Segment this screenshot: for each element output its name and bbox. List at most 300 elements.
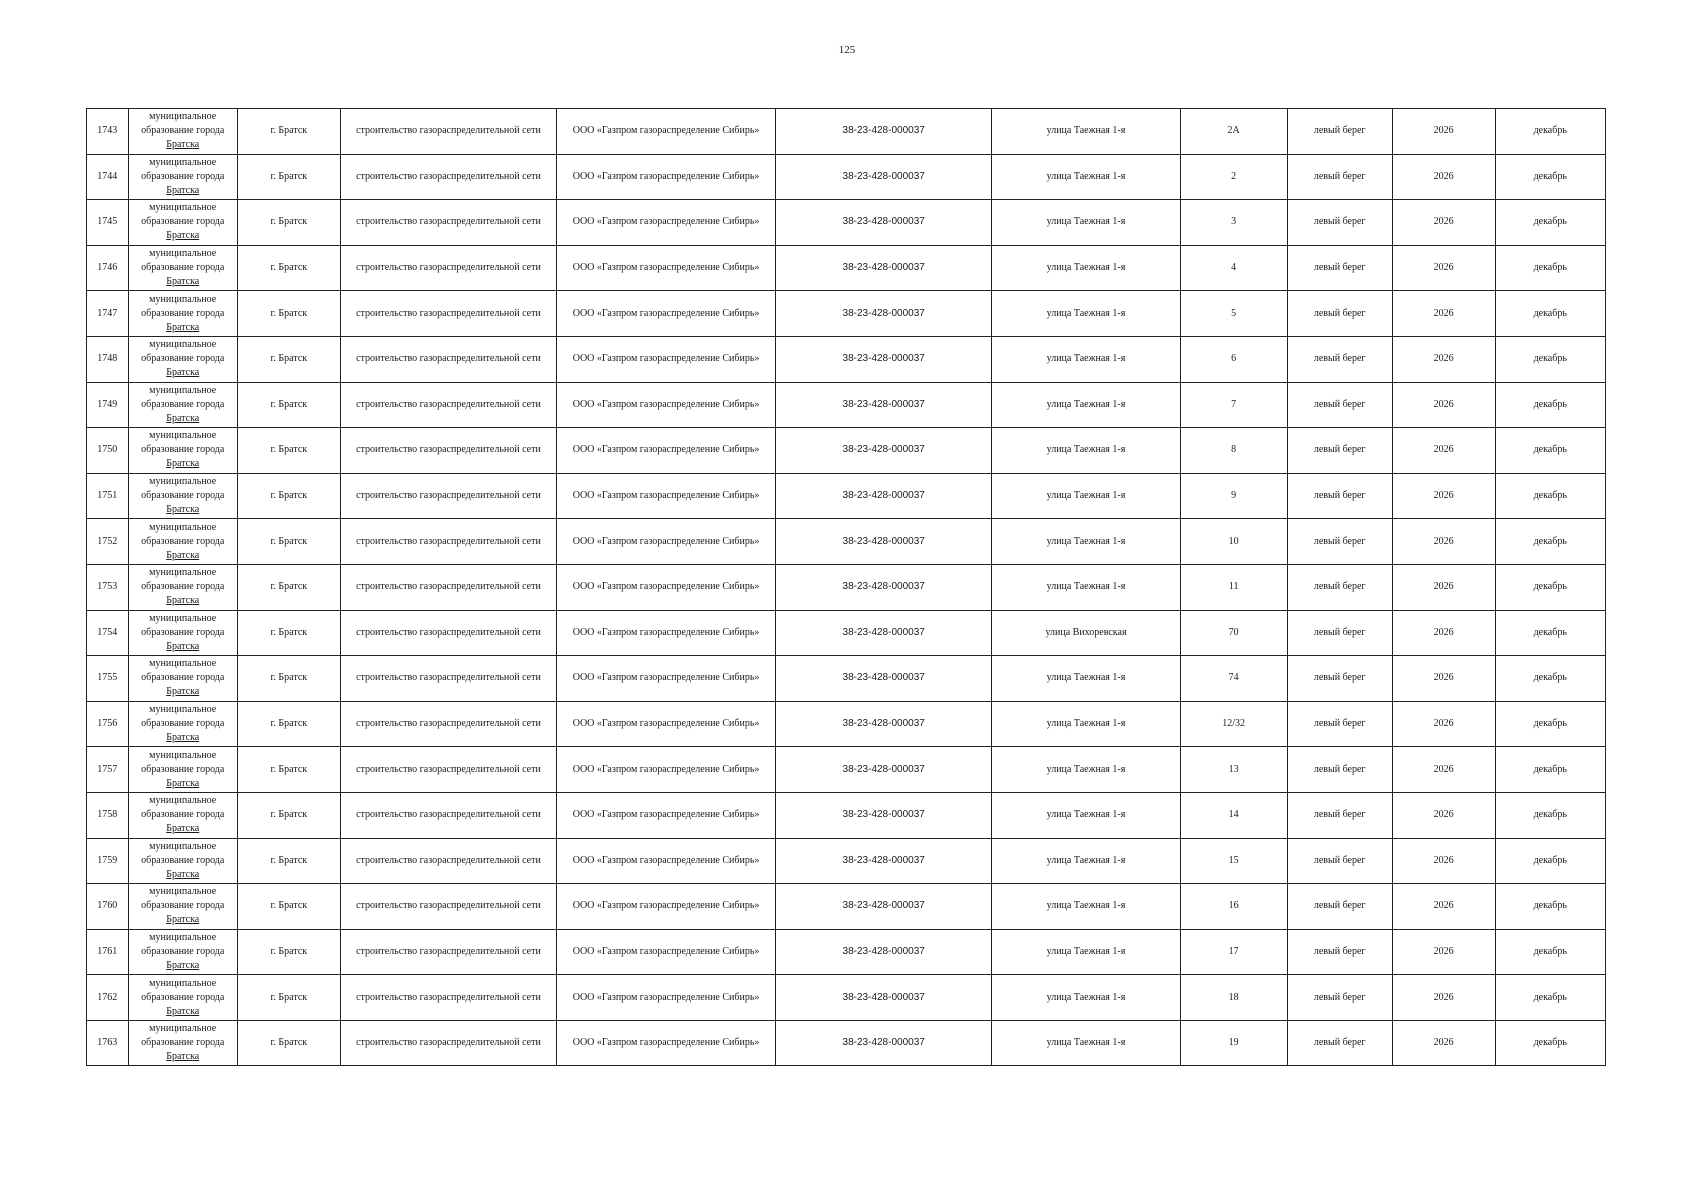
month-cell: декабрь: [1495, 564, 1606, 610]
city-cell: г. Братск: [237, 564, 340, 610]
municipality-line: муниципальное: [149, 156, 217, 168]
municipality-line: Братска: [166, 732, 200, 744]
table-row: [87, 200, 1606, 246]
municipality-line: образование города: [141, 307, 225, 319]
object-code-cell: 38-23-428-000037: [775, 200, 992, 246]
work-type-cell: строительство газораспределительной сети: [340, 428, 557, 474]
object-code-cell: 38-23-428-000037: [775, 975, 992, 1021]
row-number: 1752: [87, 519, 129, 565]
street-cell: улица Таежная 1-я: [992, 929, 1180, 975]
registry-table: [86, 108, 1606, 1066]
table-row: [87, 473, 1606, 519]
street-cell: улица Таежная 1-я: [992, 701, 1180, 747]
river-bank-cell: левый берег: [1287, 1020, 1392, 1066]
municipality-line: муниципальное: [149, 658, 217, 670]
municipality-line: образование города: [141, 581, 225, 593]
row-number: 1749: [87, 382, 129, 428]
municipality-cell: [128, 610, 237, 656]
street-cell: улица Таежная 1-я: [992, 109, 1180, 155]
work-type-cell: строительство газораспределительной сети: [340, 245, 557, 291]
municipality-line: образование города: [141, 490, 225, 502]
table-row: [87, 291, 1606, 337]
year-cell: 2026: [1392, 929, 1495, 975]
row-number: 1757: [87, 747, 129, 793]
municipality-line: образование города: [141, 991, 225, 1003]
house-number-cell: 2А: [1180, 109, 1287, 155]
municipality-cell: [128, 428, 237, 474]
table-row: [87, 382, 1606, 428]
city-cell: г. Братск: [237, 336, 340, 382]
month-cell: декабрь: [1495, 701, 1606, 747]
object-code-cell: 38-23-428-000037: [775, 154, 992, 200]
object-code-cell: 38-23-428-000037: [775, 838, 992, 884]
table-row: [87, 701, 1606, 747]
city-cell: г. Братск: [237, 291, 340, 337]
municipality-line: Братска: [166, 868, 200, 880]
municipality-cell: [128, 291, 237, 337]
object-code-cell: 38-23-428-000037: [775, 336, 992, 382]
organization-cell: ООО «Газпром газораспределение Сибирь»: [557, 473, 776, 519]
city-cell: г. Братск: [237, 884, 340, 930]
year-cell: 2026: [1392, 1020, 1495, 1066]
row-number: 1750: [87, 428, 129, 474]
river-bank-cell: левый берег: [1287, 154, 1392, 200]
organization-cell: ООО «Газпром газораспределение Сибирь»: [557, 610, 776, 656]
city-cell: г. Братск: [237, 154, 340, 200]
organization-cell: ООО «Газпром газораспределение Сибирь»: [557, 701, 776, 747]
municipality-line: образование города: [141, 626, 225, 638]
row-number: 1745: [87, 200, 129, 246]
year-cell: 2026: [1392, 473, 1495, 519]
work-type-cell: строительство газораспределительной сети: [340, 975, 557, 1021]
year-cell: 2026: [1392, 428, 1495, 474]
municipality-line: образование города: [141, 170, 225, 182]
year-cell: 2026: [1392, 382, 1495, 428]
municipality-line: Братска: [166, 959, 200, 971]
year-cell: 2026: [1392, 610, 1495, 656]
municipality-line: муниципальное: [149, 931, 217, 943]
row-number: 1754: [87, 610, 129, 656]
month-cell: декабрь: [1495, 382, 1606, 428]
house-number-cell: 18: [1180, 975, 1287, 1021]
month-cell: декабрь: [1495, 929, 1606, 975]
row-number: 1751: [87, 473, 129, 519]
year-cell: 2026: [1392, 747, 1495, 793]
municipality-line: муниципальное: [149, 1023, 217, 1035]
organization-cell: ООО «Газпром газораспределение Сибирь»: [557, 336, 776, 382]
work-type-cell: строительство газораспределительной сети: [340, 1020, 557, 1066]
organization-cell: ООО «Газпром газораспределение Сибирь»: [557, 382, 776, 428]
house-number-cell: 9: [1180, 473, 1287, 519]
object-code-cell: 38-23-428-000037: [775, 610, 992, 656]
row-number: 1743: [87, 109, 129, 155]
municipality-line: Братска: [166, 823, 200, 835]
month-cell: декабрь: [1495, 1020, 1606, 1066]
municipality-line: образование города: [141, 535, 225, 547]
organization-cell: ООО «Газпром газораспределение Сибирь»: [557, 975, 776, 1021]
month-cell: декабрь: [1495, 656, 1606, 702]
city-cell: г. Братск: [237, 428, 340, 474]
river-bank-cell: левый берег: [1287, 382, 1392, 428]
object-code-cell: 38-23-428-000037: [775, 519, 992, 565]
month-cell: декабрь: [1495, 154, 1606, 200]
municipality-line: муниципальное: [149, 977, 217, 989]
municipality-line: муниципальное: [149, 202, 217, 214]
municipality-line: муниципальное: [149, 248, 217, 260]
river-bank-cell: левый берег: [1287, 109, 1392, 155]
city-cell: г. Братск: [237, 245, 340, 291]
municipality-cell: [128, 245, 237, 291]
year-cell: 2026: [1392, 336, 1495, 382]
river-bank-cell: левый берег: [1287, 838, 1392, 884]
municipality-line: муниципальное: [149, 567, 217, 579]
municipality-cell: [128, 382, 237, 428]
house-number-cell: 70: [1180, 610, 1287, 656]
work-type-cell: строительство газораспределительной сети: [340, 154, 557, 200]
year-cell: 2026: [1392, 200, 1495, 246]
row-number: 1756: [87, 701, 129, 747]
river-bank-cell: левый берег: [1287, 291, 1392, 337]
street-cell: улица Таежная 1-я: [992, 792, 1180, 838]
work-type-cell: строительство газораспределительной сети: [340, 792, 557, 838]
month-cell: декабрь: [1495, 747, 1606, 793]
city-cell: г. Братск: [237, 519, 340, 565]
house-number-cell: 2: [1180, 154, 1287, 200]
municipality-line: муниципальное: [149, 612, 217, 624]
city-cell: г. Братск: [237, 975, 340, 1021]
object-code-cell: 38-23-428-000037: [775, 291, 992, 337]
work-type-cell: строительство газораспределительной сети: [340, 519, 557, 565]
month-cell: декабрь: [1495, 428, 1606, 474]
municipality-line: муниципальное: [149, 430, 217, 442]
municipality-line: муниципальное: [149, 339, 217, 351]
municipality-line: образование города: [141, 125, 225, 137]
year-cell: 2026: [1392, 519, 1495, 565]
municipality-line: Братска: [166, 230, 200, 242]
organization-cell: ООО «Газпром газораспределение Сибирь»: [557, 929, 776, 975]
table-row: [87, 792, 1606, 838]
table-row: [87, 884, 1606, 930]
street-cell: улица Таежная 1-я: [992, 336, 1180, 382]
month-cell: декабрь: [1495, 291, 1606, 337]
work-type-cell: строительство газораспределительной сети: [340, 701, 557, 747]
house-number-cell: 10: [1180, 519, 1287, 565]
work-type-cell: строительство газораспределительной сети: [340, 291, 557, 337]
river-bank-cell: левый берег: [1287, 428, 1392, 474]
organization-cell: ООО «Газпром газораспределение Сибирь»: [557, 291, 776, 337]
street-cell: улица Таежная 1-я: [992, 291, 1180, 337]
organization-cell: ООО «Газпром газораспределение Сибирь»: [557, 154, 776, 200]
year-cell: 2026: [1392, 109, 1495, 155]
street-cell: улица Таежная 1-я: [992, 838, 1180, 884]
year-cell: 2026: [1392, 792, 1495, 838]
municipality-line: Братска: [166, 139, 200, 151]
month-cell: декабрь: [1495, 884, 1606, 930]
work-type-cell: строительство газораспределительной сети: [340, 656, 557, 702]
municipality-line: Братска: [166, 184, 200, 196]
river-bank-cell: левый берег: [1287, 929, 1392, 975]
house-number-cell: 11: [1180, 564, 1287, 610]
river-bank-cell: левый берег: [1287, 610, 1392, 656]
work-type-cell: строительство газораспределительной сети: [340, 884, 557, 930]
organization-cell: ООО «Газпром газораспределение Сибирь»: [557, 838, 776, 884]
year-cell: 2026: [1392, 884, 1495, 930]
river-bank-cell: левый берег: [1287, 701, 1392, 747]
street-cell: улица Таежная 1-я: [992, 975, 1180, 1021]
municipality-line: образование города: [141, 262, 225, 274]
municipality-line: Братска: [166, 595, 200, 607]
table-row: [87, 656, 1606, 702]
organization-cell: ООО «Газпром газораспределение Сибирь»: [557, 200, 776, 246]
street-cell: улица Вихоревская: [992, 610, 1180, 656]
municipality-line: образование города: [141, 353, 225, 365]
table-row: [87, 929, 1606, 975]
river-bank-cell: левый берег: [1287, 473, 1392, 519]
table-row: [87, 975, 1606, 1021]
municipality-line: Братска: [166, 321, 200, 333]
registry-body: [87, 109, 1606, 1066]
municipality-line: муниципальное: [149, 795, 217, 807]
row-number: 1760: [87, 884, 129, 930]
river-bank-cell: левый берег: [1287, 564, 1392, 610]
work-type-cell: строительство газораспределительной сети: [340, 336, 557, 382]
row-number: 1746: [87, 245, 129, 291]
row-number: 1763: [87, 1020, 129, 1066]
river-bank-cell: левый берег: [1287, 336, 1392, 382]
row-number: 1759: [87, 838, 129, 884]
year-cell: 2026: [1392, 656, 1495, 702]
river-bank-cell: левый берег: [1287, 245, 1392, 291]
organization-cell: ООО «Газпром газораспределение Сибирь»: [557, 109, 776, 155]
house-number-cell: 74: [1180, 656, 1287, 702]
organization-cell: ООО «Газпром газораспределение Сибирь»: [557, 792, 776, 838]
river-bank-cell: левый берег: [1287, 884, 1392, 930]
municipality-cell: [128, 109, 237, 155]
house-number-cell: 14: [1180, 792, 1287, 838]
month-cell: декабрь: [1495, 838, 1606, 884]
street-cell: улица Таежная 1-я: [992, 747, 1180, 793]
house-number-cell: 16: [1180, 884, 1287, 930]
municipality-line: Братска: [166, 1005, 200, 1017]
month-cell: декабрь: [1495, 200, 1606, 246]
object-code-cell: 38-23-428-000037: [775, 656, 992, 702]
municipality-line: образование города: [141, 444, 225, 456]
municipality-cell: [128, 200, 237, 246]
month-cell: декабрь: [1495, 792, 1606, 838]
municipality-line: Братска: [166, 504, 200, 516]
work-type-cell: строительство газораспределительной сети: [340, 109, 557, 155]
city-cell: г. Братск: [237, 656, 340, 702]
river-bank-cell: левый берег: [1287, 200, 1392, 246]
municipality-cell: [128, 656, 237, 702]
city-cell: г. Братск: [237, 1020, 340, 1066]
table-row: [87, 564, 1606, 610]
street-cell: улица Таежная 1-я: [992, 564, 1180, 610]
street-cell: улица Таежная 1-я: [992, 656, 1180, 702]
municipality-line: муниципальное: [149, 840, 217, 852]
municipality-line: муниципальное: [149, 749, 217, 761]
municipality-line: муниципальное: [149, 704, 217, 716]
year-cell: 2026: [1392, 701, 1495, 747]
street-cell: улица Таежная 1-я: [992, 428, 1180, 474]
object-code-cell: 38-23-428-000037: [775, 929, 992, 975]
municipality-line: Братска: [166, 777, 200, 789]
river-bank-cell: левый берег: [1287, 519, 1392, 565]
municipality-cell: [128, 701, 237, 747]
river-bank-cell: левый берег: [1287, 747, 1392, 793]
municipality-line: Братска: [166, 549, 200, 561]
year-cell: 2026: [1392, 154, 1495, 200]
street-cell: улица Таежная 1-я: [992, 519, 1180, 565]
work-type-cell: строительство газораспределительной сети: [340, 929, 557, 975]
object-code-cell: 38-23-428-000037: [775, 382, 992, 428]
table-row: [87, 519, 1606, 565]
organization-cell: ООО «Газпром газораспределение Сибирь»: [557, 884, 776, 930]
municipality-cell: [128, 473, 237, 519]
municipality-line: Братска: [166, 412, 200, 424]
house-number-cell: 6: [1180, 336, 1287, 382]
river-bank-cell: левый берег: [1287, 792, 1392, 838]
work-type-cell: строительство газораспределительной сети: [340, 838, 557, 884]
house-number-cell: 17: [1180, 929, 1287, 975]
street-cell: улица Таежная 1-я: [992, 1020, 1180, 1066]
object-code-cell: 38-23-428-000037: [775, 747, 992, 793]
table-row: [87, 610, 1606, 656]
house-number-cell: 4: [1180, 245, 1287, 291]
house-number-cell: 15: [1180, 838, 1287, 884]
row-number: 1758: [87, 792, 129, 838]
municipality-line: Братска: [166, 367, 200, 379]
house-number-cell: 13: [1180, 747, 1287, 793]
work-type-cell: строительство газораспределительной сети: [340, 564, 557, 610]
municipality-cell: [128, 884, 237, 930]
table-row: [87, 428, 1606, 474]
city-cell: г. Братск: [237, 610, 340, 656]
street-cell: улица Таежная 1-я: [992, 154, 1180, 200]
street-cell: улица Таежная 1-я: [992, 245, 1180, 291]
municipality-cell: [128, 838, 237, 884]
house-number-cell: 5: [1180, 291, 1287, 337]
municipality-line: муниципальное: [149, 293, 217, 305]
table-row: [87, 838, 1606, 884]
municipality-line: образование города: [141, 900, 225, 912]
month-cell: декабрь: [1495, 245, 1606, 291]
municipality-cell: [128, 154, 237, 200]
municipality-line: муниципальное: [149, 886, 217, 898]
street-cell: улица Таежная 1-я: [992, 382, 1180, 428]
municipality-line: муниципальное: [149, 111, 217, 123]
municipality-line: образование города: [141, 945, 225, 957]
municipality-line: образование города: [141, 398, 225, 410]
municipality-cell: [128, 747, 237, 793]
city-cell: г. Братск: [237, 382, 340, 428]
river-bank-cell: левый берег: [1287, 975, 1392, 1021]
city-cell: г. Братск: [237, 929, 340, 975]
organization-cell: ООО «Газпром газораспределение Сибирь»: [557, 656, 776, 702]
street-cell: улица Таежная 1-я: [992, 884, 1180, 930]
work-type-cell: строительство газораспределительной сети: [340, 382, 557, 428]
municipality-cell: [128, 564, 237, 610]
house-number-cell: 3: [1180, 200, 1287, 246]
page-number: 125: [838, 44, 856, 56]
municipality-line: Братска: [166, 640, 200, 652]
municipality-line: образование города: [141, 216, 225, 228]
object-code-cell: 38-23-428-000037: [775, 701, 992, 747]
year-cell: 2026: [1392, 291, 1495, 337]
object-code-cell: 38-23-428-000037: [775, 564, 992, 610]
municipality-line: Братска: [166, 914, 200, 926]
month-cell: декабрь: [1495, 109, 1606, 155]
work-type-cell: строительство газораспределительной сети: [340, 610, 557, 656]
object-code-cell: 38-23-428-000037: [775, 473, 992, 519]
work-type-cell: строительство газораспределительной сети: [340, 473, 557, 519]
table-row: [87, 109, 1606, 155]
month-cell: декабрь: [1495, 519, 1606, 565]
object-code-cell: 38-23-428-000037: [775, 109, 992, 155]
month-cell: декабрь: [1495, 975, 1606, 1021]
row-number: 1753: [87, 564, 129, 610]
municipality-line: образование города: [141, 763, 225, 775]
municipality-line: Братска: [166, 1051, 200, 1063]
municipality-cell: [128, 519, 237, 565]
organization-cell: ООО «Газпром газораспределение Сибирь»: [557, 1020, 776, 1066]
city-cell: г. Братск: [237, 792, 340, 838]
year-cell: 2026: [1392, 838, 1495, 884]
city-cell: г. Братск: [237, 200, 340, 246]
year-cell: 2026: [1392, 245, 1495, 291]
organization-cell: ООО «Газпром газораспределение Сибирь»: [557, 245, 776, 291]
city-cell: г. Братск: [237, 701, 340, 747]
municipality-line: муниципальное: [149, 476, 217, 488]
municipality-line: муниципальное: [149, 384, 217, 396]
municipality-cell: [128, 336, 237, 382]
municipality-line: Братска: [166, 458, 200, 470]
municipality-line: образование города: [141, 854, 225, 866]
river-bank-cell: левый берег: [1287, 656, 1392, 702]
year-cell: 2026: [1392, 975, 1495, 1021]
month-cell: декабрь: [1495, 336, 1606, 382]
row-number: 1744: [87, 154, 129, 200]
street-cell: улица Таежная 1-я: [992, 473, 1180, 519]
municipality-cell: [128, 929, 237, 975]
table-row: [87, 154, 1606, 200]
city-cell: г. Братск: [237, 473, 340, 519]
month-cell: декабрь: [1495, 610, 1606, 656]
city-cell: г. Братск: [237, 747, 340, 793]
municipality-cell: [128, 1020, 237, 1066]
municipality-line: муниципальное: [149, 521, 217, 533]
row-number: 1762: [87, 975, 129, 1021]
table-row: [87, 245, 1606, 291]
table-row: [87, 336, 1606, 382]
municipality-cell: [128, 975, 237, 1021]
row-number: 1755: [87, 656, 129, 702]
object-code-cell: 38-23-428-000037: [775, 1020, 992, 1066]
house-number-cell: 8: [1180, 428, 1287, 474]
organization-cell: ООО «Газпром газораспределение Сибирь»: [557, 519, 776, 565]
work-type-cell: строительство газораспределительной сети: [340, 200, 557, 246]
municipality-line: образование города: [141, 672, 225, 684]
street-cell: улица Таежная 1-я: [992, 200, 1180, 246]
organization-cell: ООО «Газпром газораспределение Сибирь»: [557, 428, 776, 474]
municipality-cell: [128, 792, 237, 838]
city-cell: г. Братск: [237, 838, 340, 884]
house-number-cell: 7: [1180, 382, 1287, 428]
object-code-cell: 38-23-428-000037: [775, 245, 992, 291]
object-code-cell: 38-23-428-000037: [775, 428, 992, 474]
organization-cell: ООО «Газпром газораспределение Сибирь»: [557, 747, 776, 793]
municipality-line: Братска: [166, 276, 200, 288]
